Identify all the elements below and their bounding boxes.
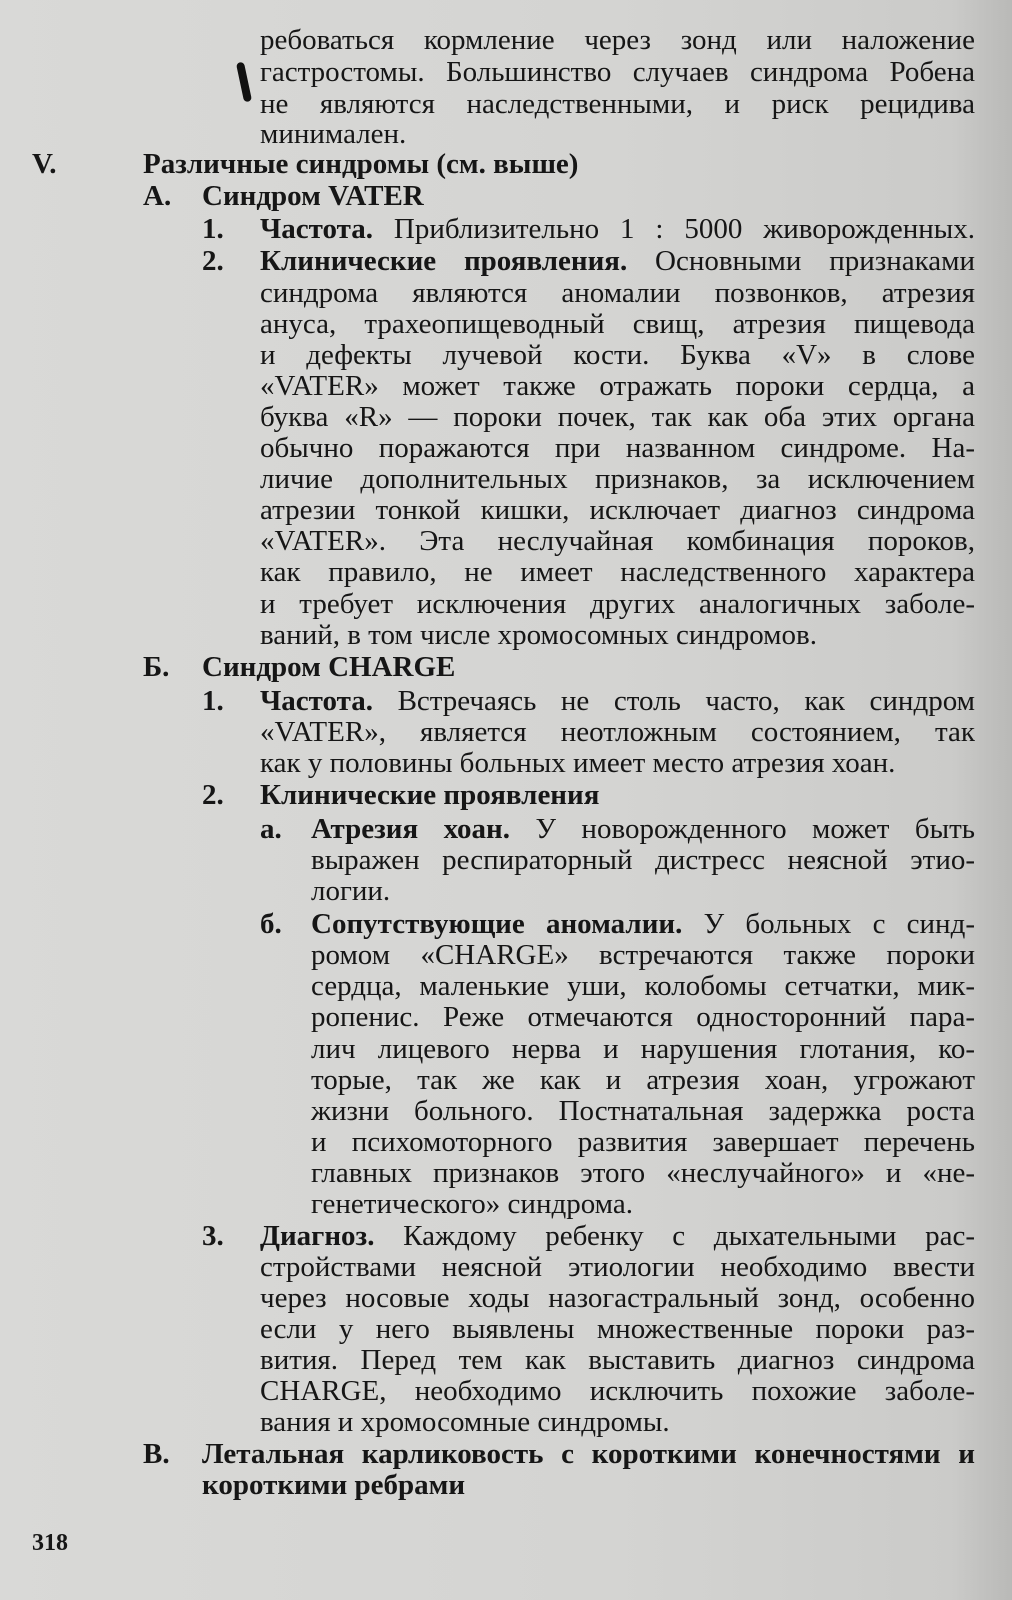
text-line: ромом «CHARGE» встречаются также пороки [311, 939, 975, 971]
text-line: сердца, маленькие уши, колобомы сетчатки, мик- [311, 970, 975, 1002]
text-line [260, 213, 975, 245]
text-line: главных признаков этого «неслучайного» и «не- [311, 1157, 975, 1189]
text-line: атрезии тонкой кишки, исключает диагноз синдрома [260, 494, 975, 526]
item-text: Встречаясь не столь часто, как синдром [397, 685, 975, 717]
text-line: жизни больного. Постнатальная задержка роста [311, 1095, 975, 1127]
subsection-title: Синдром VATER [202, 180, 424, 212]
subsection-title: короткими ребрами [202, 1469, 466, 1501]
item-heading: Клинические проявления [260, 779, 600, 811]
subsection-title: Летальная карликовость с короткими конечностями и [202, 1438, 975, 1470]
subsection-title: Синдром CHARGE [202, 651, 456, 683]
text-line: как у половины больных имеет место атрезия хоан. [260, 747, 896, 779]
item-heading: Частота. [260, 685, 373, 717]
text-line: генетического» синдрома. [311, 1188, 633, 1220]
item-number: 3. [202, 1220, 224, 1252]
subsection-label: Б. [143, 651, 170, 683]
text-line: «VATER». Эта неслучайная комбинация пороков, [260, 525, 975, 557]
text-line: «VATER», является неотложным состоянием, так [260, 716, 975, 748]
subitem-label: а. [260, 813, 282, 845]
text-line [311, 813, 975, 845]
text-line [311, 908, 975, 940]
text-line: через носовые ходы назогастральный зонд, особенно [260, 1282, 975, 1314]
item-heading: Клинические проявления. [260, 245, 628, 277]
text-line: ребоваться кормление через зонд или наложение [260, 24, 975, 56]
text-line: лич лицевого нерва и нарушения глотания, ко- [311, 1033, 975, 1065]
item-heading: Частота. [260, 213, 373, 245]
text-line: ропенис. Реже отмечаются односторонний пара- [311, 1001, 975, 1033]
text-line: CHARGE, необходимо исключить похожие заболе- [260, 1375, 975, 1407]
item-text: Основными признаками [655, 245, 975, 277]
text-line: ануса, трахеопищеводный свищ, атрезия пищевода [260, 308, 975, 340]
section-label: V. [32, 148, 57, 180]
text-line [260, 245, 975, 277]
subitem-heading: Сопутствующие аномалии. [311, 908, 683, 940]
text-line: минимален. [260, 118, 407, 150]
text-line: ваний, в том числе хромосомных синдромов. [260, 619, 817, 651]
text-line: личие дополнительных признаков, за исключением [260, 463, 975, 495]
text-line: и дефекты лучевой кости. Буква «V» в слове [260, 339, 975, 371]
page-number: 318 [32, 1530, 68, 1556]
text-line: вития. Перед тем как выставить диагноз синдрома [260, 1344, 975, 1376]
subitem-heading: Атрезия хоан. [311, 813, 510, 845]
text-line: логии. [311, 875, 391, 907]
text-line: торые, так же как и атрезия хоан, угрожают [311, 1064, 975, 1096]
subsection-label: А. [143, 180, 172, 212]
text-line [260, 1220, 975, 1252]
subitem-text: У больных с синд- [703, 908, 975, 940]
text-line: «VATER» может также отражать пороки сердца, а [260, 370, 975, 402]
text-line [260, 685, 975, 717]
subsection-label: В. [143, 1438, 170, 1470]
section-title: Различные синдромы (см. выше) [143, 148, 579, 180]
text-line: стройствами неясной этиологии необходимо ввести [260, 1251, 975, 1283]
ink-mark [236, 62, 252, 103]
item-number: 1. [202, 685, 224, 717]
item-number: 2. [202, 779, 224, 811]
text-line: синдрома являются аномалии позвонков, атрезия [260, 277, 975, 309]
subitem-text: У новорожденного может быть [535, 813, 975, 845]
text-line: выражен респираторный дистресс неясной этио- [311, 844, 975, 876]
text-line: буква «R» — пороки почек, так как оба этих органа [260, 401, 975, 433]
item-text: Приблизительно 1 : 5000 живорожденных. [393, 213, 976, 245]
text-line: и психомоторного развития завершает перечень [311, 1126, 975, 1158]
text-line: не являются наследственными, и риск рецидива [260, 88, 975, 120]
subitem-label: б. [260, 908, 282, 940]
item-text: Каждому ребенку с дыхательными рас- [403, 1220, 975, 1252]
item-heading: Диагноз. [260, 1220, 375, 1252]
text-line: вания и хромосомные синдромы. [260, 1406, 670, 1438]
text-line: и требует исключения других аналогичных заболе- [260, 588, 975, 620]
text-line: если у него выявлены множественные пороки раз- [260, 1313, 975, 1345]
text-line: обычно поражаются при названном синдроме. На- [260, 432, 975, 464]
item-number: 1. [202, 213, 224, 245]
text-line: гастростомы. Большинство случаев синдрома Робена [260, 56, 975, 88]
text-line: как правило, не имеет наследственного характера [260, 556, 975, 588]
item-number: 2. [202, 245, 224, 277]
